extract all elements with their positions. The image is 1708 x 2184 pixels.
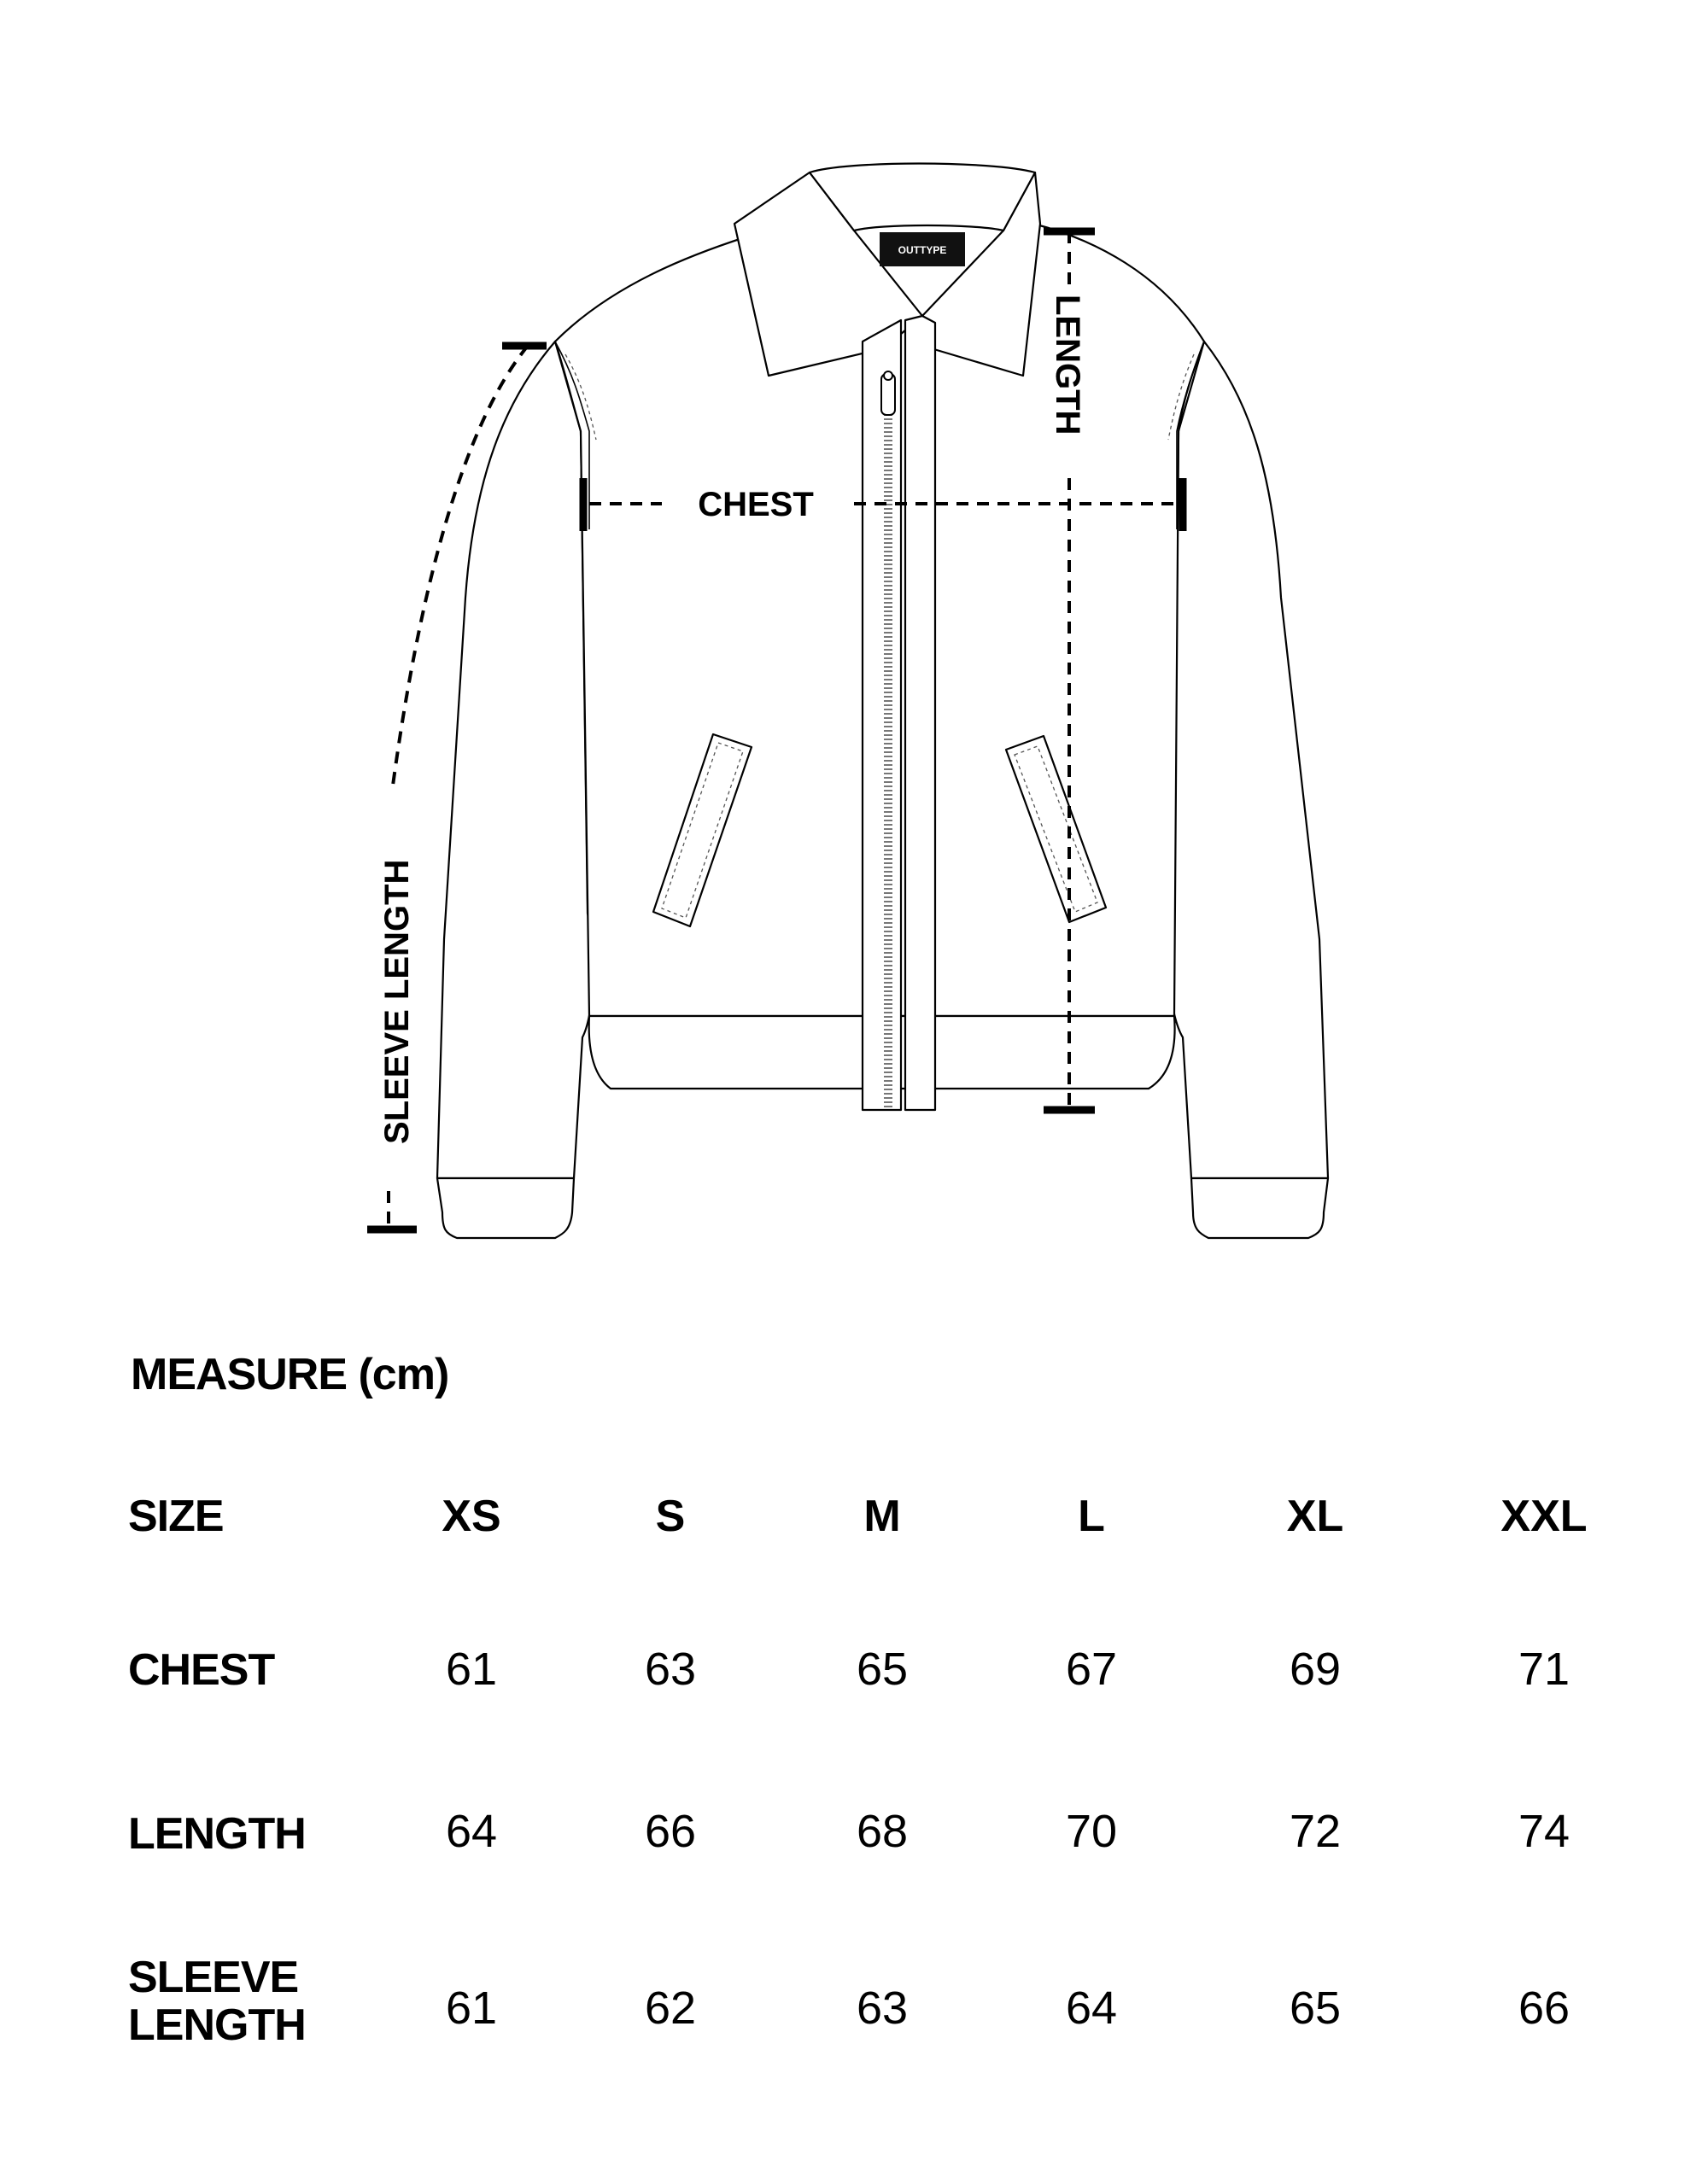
size-header-xl: XL	[1286, 1492, 1344, 1541]
table-cell: 64	[1065, 1983, 1118, 2034]
size-header-xs: XS	[442, 1492, 501, 1541]
size-header-xxl: XXL	[1500, 1492, 1588, 1541]
table-cell: 68	[856, 1806, 909, 1857]
table-cell: 61	[445, 1983, 498, 2034]
size-header-l: L	[1078, 1492, 1105, 1541]
zipper-placket	[863, 320, 901, 1110]
row-label-chest: CHEST	[128, 1645, 275, 1695]
left-cuff	[437, 1178, 574, 1238]
table-cell: 64	[445, 1806, 498, 1857]
brand-logo-text: OUTTYPE	[898, 244, 947, 256]
row-label-length: LENGTH	[128, 1809, 306, 1859]
right-cuff	[1191, 1178, 1328, 1238]
right-sleeve	[1168, 342, 1328, 1178]
table-cell: 70	[1065, 1806, 1118, 1857]
table-cell: 66	[644, 1806, 697, 1857]
table-cell: 72	[1289, 1806, 1342, 1857]
table-cell: 69	[1289, 1644, 1342, 1695]
size-chart-table	[0, 1332, 1708, 2100]
size-header-m: M	[863, 1492, 901, 1541]
table-cell: 65	[856, 1644, 909, 1695]
table-cell: 66	[1518, 1983, 1571, 2034]
table-cell: 74	[1518, 1806, 1571, 1857]
measure-title: MEASURE (cm)	[131, 1350, 449, 1399]
measure-unit: (cm)	[358, 1350, 449, 1399]
table-cell: 61	[445, 1644, 498, 1695]
sleeve-length-label: SLEEVE LENGTH	[378, 859, 416, 1144]
row-label-sleeve-length: SLEEVE LENGTH	[128, 1953, 306, 2050]
size-header-label: SIZE	[128, 1492, 224, 1541]
table-cell: 67	[1065, 1644, 1118, 1695]
table-cell: 63	[644, 1644, 697, 1695]
table-cell: 62	[644, 1983, 697, 2034]
length-label: LENGTH	[1049, 295, 1086, 435]
table-cell: 71	[1518, 1644, 1571, 1695]
table-cell: 63	[856, 1983, 909, 2034]
table-cell: 65	[1289, 1983, 1342, 2034]
left-sleeve	[437, 342, 594, 1178]
size-header-s: S	[655, 1492, 686, 1541]
chest-label: CHEST	[698, 486, 814, 523]
